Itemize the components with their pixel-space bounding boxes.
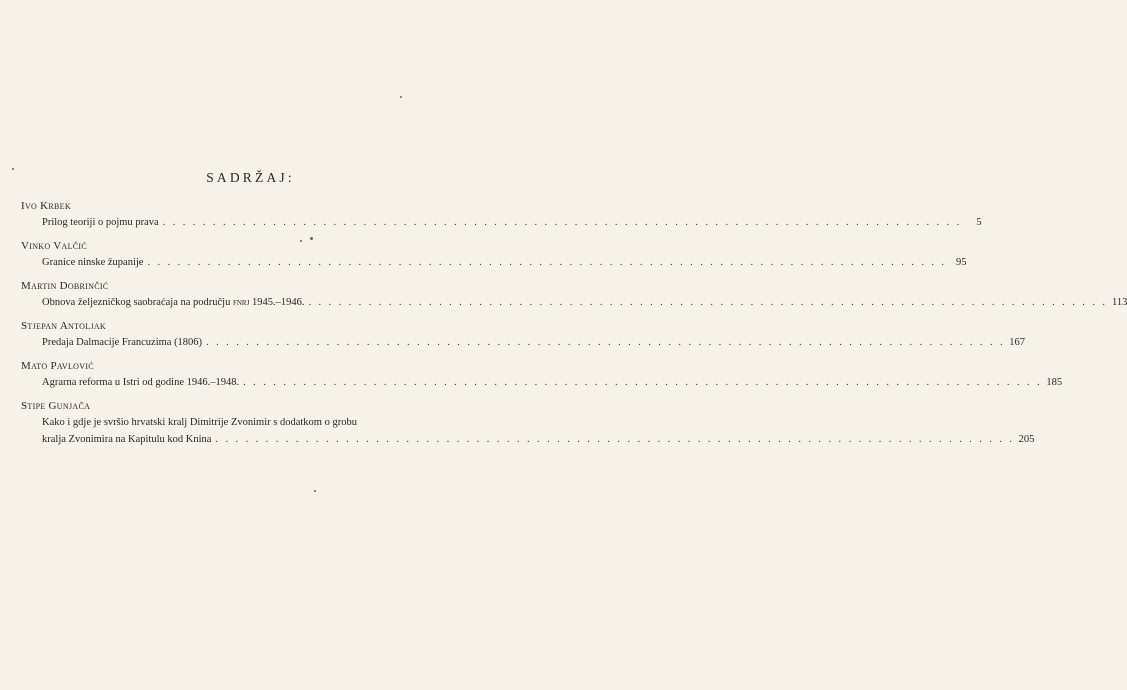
toc-title: Prilog teoriji o pojmu prava: [42, 217, 159, 228]
toc-entry: [21, 320, 1026, 350]
toc-author: Stipe Gunjača: [21, 400, 91, 412]
toc-title-part: Obnova željezničkog saobraćaja na području: [42, 297, 231, 308]
toc-title: Agrarna reforma u Istri od godine 1946.–1948.: [42, 377, 240, 388]
paper-speck: [12, 168, 14, 170]
toc-title-line2: kralja Zvonimira na Kapitulu kod Knina: [42, 434, 212, 445]
table-of-contents: [21, 200, 1127, 457]
toc-line[interactable]: [42, 256, 967, 270]
toc-author: Martin Dobrinčić: [21, 280, 109, 292]
toc-leader: . . . . . . . . . . . . . . . . . . . . . . . . . . . . . . . . . . . . . . . . . . . . . . . . . . . . . . . . . . . . . . . . . . . . . . . . . . . . . . . .: [162, 217, 962, 228]
paper-speck: [300, 240, 302, 242]
toc-page-number: 167: [1009, 337, 1026, 348]
toc-page-number: 185: [1046, 377, 1063, 388]
toc-entry: [21, 360, 1063, 390]
toc-page-number: 95: [955, 257, 967, 268]
toc-author: Stjepan Antoljak: [21, 320, 107, 332]
toc-line[interactable]: [42, 336, 1026, 350]
toc-title: Predaja Dalmacije Francuzima (1806): [42, 337, 203, 348]
toc-title-line1[interactable]: Kako i gdje je svršio hrvatski kralj Dimitrije Zvonimir s dodatkom o grobu: [42, 417, 357, 428]
toc-leader: . . . . . . . . . . . . . . . . . . . . . . . . . . . . . . . . . . . . . . . . . . . . . . . . . . . . . . . . . . . . . . . . . . . . . . . . . . . . . . . .: [215, 434, 1015, 445]
toc-title: [42, 296, 304, 310]
toc-author: Vinko Valčić: [21, 240, 88, 252]
paper-speck: [314, 490, 316, 492]
toc-title-abbrev: fnrj: [232, 297, 250, 308]
toc-leader: . . . . . . . . . . . . . . . . . . . . . . . . . . . . . . . . . . . . . . . . . . . . . . . . . . . . . . . . . . . . . . . . . . . . . . . . . . . . . . . .: [308, 297, 1108, 308]
toc-line[interactable]: [42, 376, 1063, 390]
toc-leader: . . . . . . . . . . . . . . . . . . . . . . . . . . . . . . . . . . . . . . . . . . . . . . . . . . . . . . . . . . . . . . . . . . . . . . . . . . . . . . . .: [206, 337, 1006, 348]
toc-entry: [21, 280, 1127, 310]
toc-page-number: 5: [976, 217, 982, 228]
page-title: SADRŽAJ:: [206, 170, 295, 185]
toc-line[interactable]: [42, 216, 982, 230]
toc-title-part: 1945.–1946.: [251, 297, 305, 308]
toc-entry: [21, 240, 967, 270]
paper-speck: [310, 237, 313, 240]
toc-line[interactable]: [42, 296, 1127, 310]
toc-leader: . . . . . . . . . . . . . . . . . . . . . . . . . . . . . . . . . . . . . . . . . . . . . . . . . . . . . . . . . . . . . . . . . . . . . . . . . . . . . . . .: [243, 377, 1043, 388]
toc-title: Granice ninske županije: [42, 257, 144, 268]
toc-page-number: 205: [1018, 434, 1035, 445]
toc-author: Mato Pavlović: [21, 360, 94, 372]
paper-speck: [400, 96, 402, 98]
toc-line[interactable]: [42, 433, 1035, 447]
toc-leader: . . . . . . . . . . . . . . . . . . . . . . . . . . . . . . . . . . . . . . . . . . . . . . . . . . . . . . . . . . . . . . . . . . . . . . . . . . . . . . . .: [147, 257, 947, 268]
toc-entry: [21, 400, 1035, 447]
toc-author: Ivo Krbek: [21, 200, 71, 212]
toc-page-number: 113: [1112, 297, 1127, 308]
toc-entry: [21, 200, 982, 230]
